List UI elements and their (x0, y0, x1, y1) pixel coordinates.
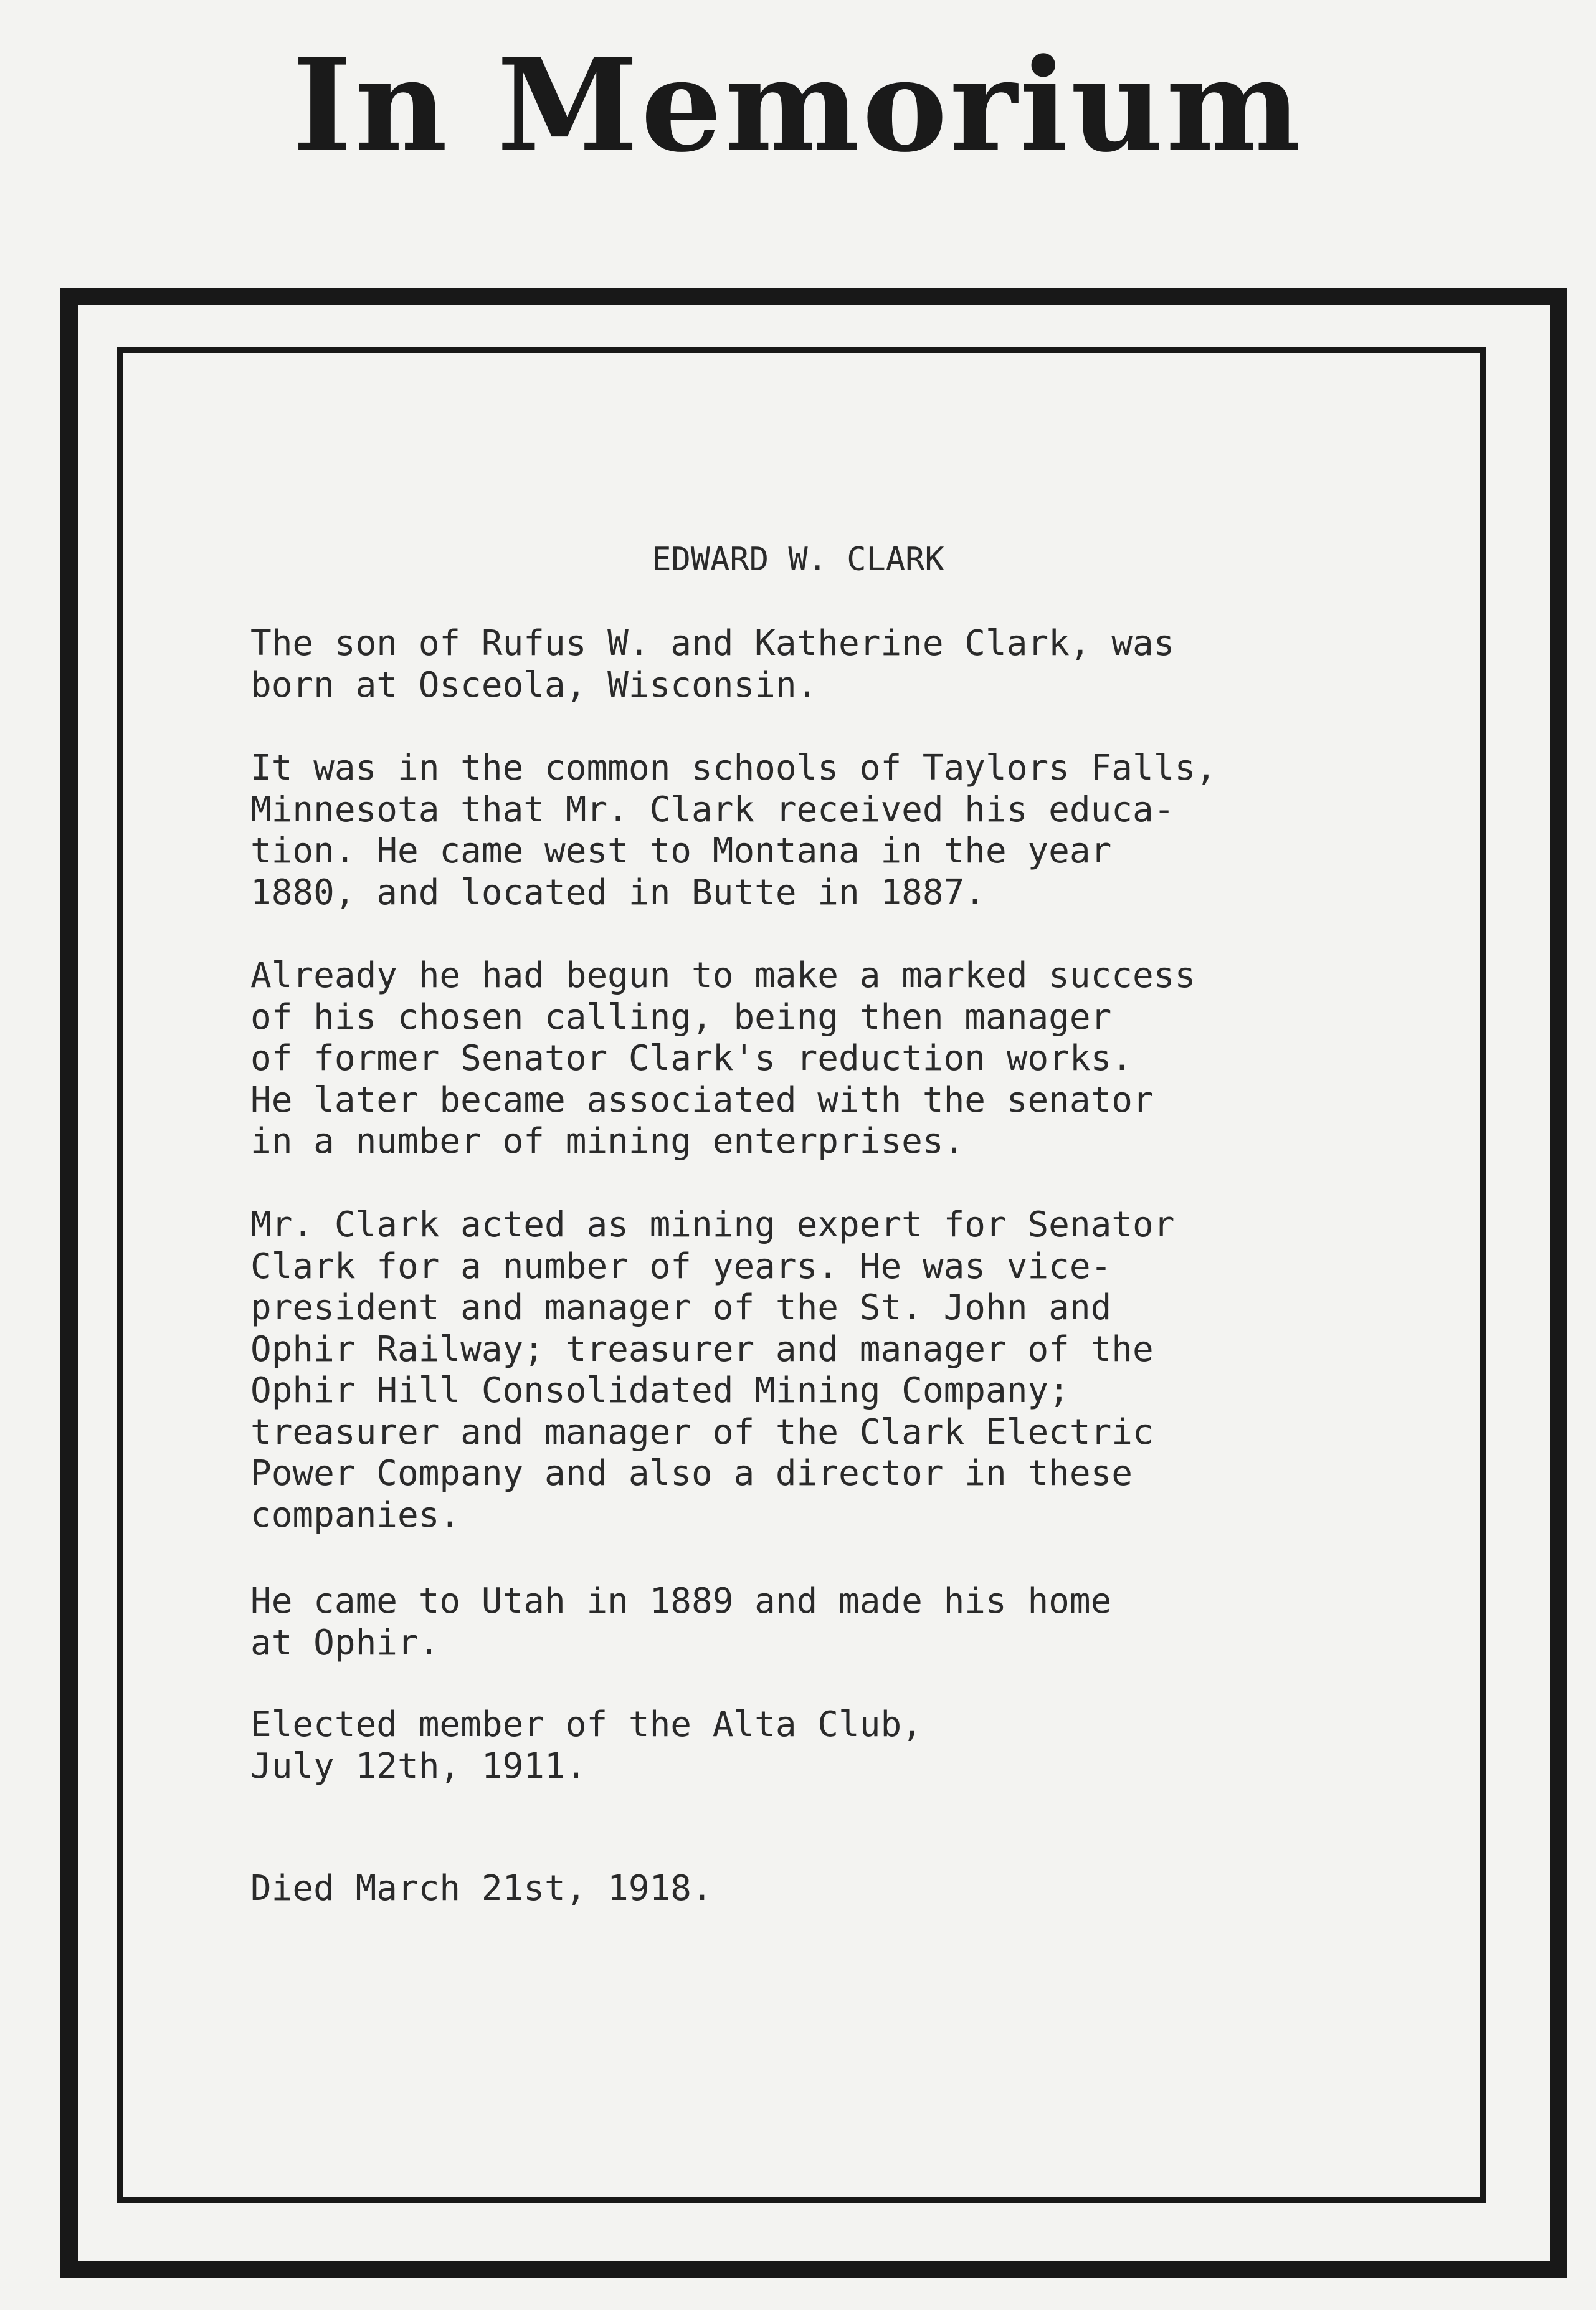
memorial-name: EDWARD W. CLARK (652, 541, 944, 578)
paragraph-utah: He came to Utah in 1889 and made his home at Ophir. (250, 1581, 1112, 1663)
paragraph-positions: Mr. Clark acted as mining expert for Senator Clark for a number of years. He was vice- president and manager of the St. John and Ophir Railway; treasurer and manager of the Ophir Hill Consolidated Mining Company; treasurer and manager of the Clark Electric Power Company and also a director in these companies. (250, 1205, 1175, 1535)
page-title: In Memorium (292, 31, 1304, 181)
paragraph-parents: The son of Rufus W. and Katherine Clark, was born at Osceola, Wisconsin. (250, 623, 1175, 705)
paragraph-education: It was in the common schools of Taylors Falls, Minnesota that Mr. Clark received his educa- tion. He came west to Montana in the year 1880, and located in Butte in 1887. (250, 748, 1217, 913)
death-date: Died March 21st, 1918. (250, 1868, 713, 1909)
paragraph-alta-club: Elected member of the Alta Club, July 12th, 1911. (250, 1704, 923, 1787)
paragraph-career: Already he had begun to make a marked success of his chosen calling, being then manager of former Senator Clark's reduction works. He later became associated with the senator in a number of mining enterprises. (250, 955, 1196, 1162)
